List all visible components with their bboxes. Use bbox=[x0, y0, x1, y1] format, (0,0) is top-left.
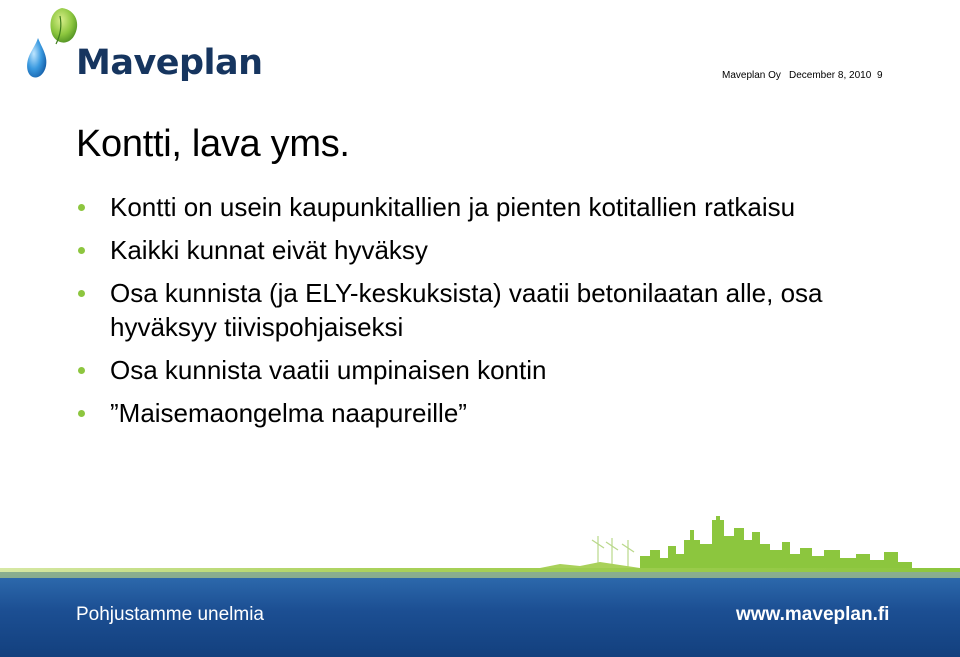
bullet-icon bbox=[78, 290, 85, 297]
list-item bbox=[76, 396, 906, 430]
list-item bbox=[76, 353, 906, 387]
bullet-icon bbox=[78, 204, 85, 211]
page-number: 9 bbox=[877, 70, 883, 81]
bullet-icon bbox=[78, 247, 85, 254]
company-name: Maveplan Oy bbox=[722, 70, 781, 81]
list-item bbox=[76, 276, 906, 344]
bullet-text: Kaikki kunnat eivät hyväksy bbox=[110, 235, 428, 265]
bullet-icon bbox=[78, 410, 85, 417]
brand-name: Maveplan bbox=[76, 43, 263, 83]
maveplan-logo bbox=[26, 4, 266, 94]
bullet-text: ”Maisemaongelma naapureille” bbox=[110, 398, 467, 428]
footer-slogan: Pohjustamme unelmia bbox=[76, 604, 264, 625]
bullet-text: Kontti on usein kaupunkitallien ja pienten kotitallien ratkaisu bbox=[110, 192, 796, 222]
bullet-text: Osa kunnista vaatii umpinaisen kontin bbox=[110, 355, 547, 385]
footer-divider bbox=[0, 572, 960, 578]
bullet-text: Osa kunnista (ja ELY-keskuksista) vaatii betonilaatan alle, osa hyväksyy tiivispohjaiseksi bbox=[110, 278, 823, 342]
list-item bbox=[76, 190, 906, 224]
slide-date: December 8, 2010 bbox=[789, 70, 872, 81]
bullet-icon bbox=[78, 367, 85, 374]
skyline-graphic bbox=[0, 510, 960, 580]
bullet-list bbox=[76, 190, 906, 439]
slide-title: Kontti, lava yms. bbox=[76, 123, 350, 165]
list-item bbox=[76, 233, 906, 267]
footer-website-link[interactable]: www.maveplan.fi bbox=[736, 604, 890, 625]
